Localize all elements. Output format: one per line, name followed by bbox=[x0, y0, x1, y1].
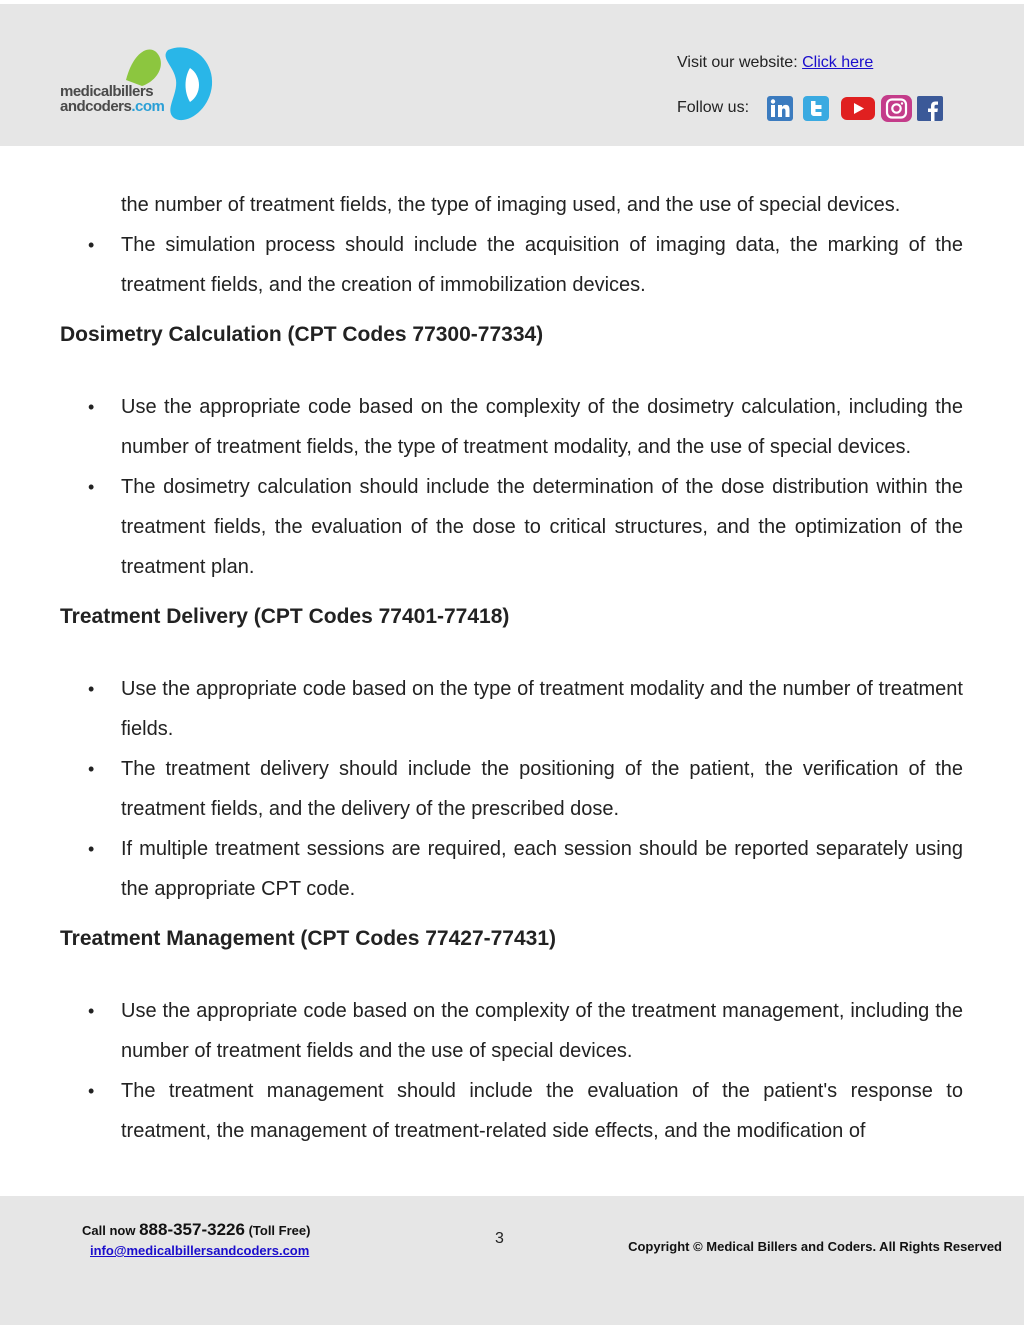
visit-label: Visit our website: bbox=[677, 54, 798, 71]
section-heading-treatment-delivery: Treatment Delivery (CPT Codes 77401-77418) bbox=[60, 605, 510, 628]
section-heading-treatment-management: Treatment Management (CPT Codes 77427-77431) bbox=[60, 927, 557, 950]
list-item: • The simulation process should include the acquisition of imaging data, the marking of the treatment fields, and the creation of immobilization devices. bbox=[60, 225, 963, 305]
copyright-text: Copyright © Medical Billers and Coders. All Rights Reserved bbox=[628, 1239, 1002, 1254]
document-body bbox=[60, 185, 963, 1151]
treatment-management-bullet-list bbox=[60, 991, 963, 1151]
toll-free-label: (Toll Free) bbox=[248, 1223, 311, 1238]
section-heading-dosimetry: Dosimetry Calculation (CPT Codes 77300-77334) bbox=[60, 323, 544, 346]
page-number: 3 bbox=[495, 1230, 504, 1247]
company-logo[interactable] bbox=[56, 40, 226, 130]
list-item: • Use the appropriate code based on the complexity of the dosimetry calculation, including the number of treatment fields, the type of treatment modality, and the use of special devices. bbox=[60, 387, 963, 467]
list-item: • The treatment management should include the evaluation of the patient's response to treatment, the management of treatment-related side effects, and the modification of bbox=[60, 1071, 963, 1151]
call-prefix: Call now bbox=[82, 1223, 136, 1238]
email-link[interactable]: info@medicalbillersandcoders.com bbox=[90, 1243, 310, 1258]
list-item: • The dosimetry calculation should include the determination of the dose distribution within the treatment fields, the evaluation of the dose to critical structures, and the optimization of the treatment plan. bbox=[60, 467, 963, 587]
logo-line-2 bbox=[60, 99, 164, 114]
list-item: • The treatment delivery should include the positioning of the patient, the verification of the treatment fields, and the delivery of the prescribed dose. bbox=[60, 749, 963, 829]
visit-website bbox=[677, 54, 873, 72]
logo-line-2-domain: .com bbox=[131, 98, 165, 115]
follow-label: Follow us: bbox=[677, 99, 750, 116]
instagram-icon[interactable] bbox=[881, 95, 912, 122]
logo-wordmark bbox=[60, 84, 164, 114]
logo-line-2-main: andcoders bbox=[60, 98, 132, 115]
logo-line-1: medicalbillers bbox=[60, 83, 154, 100]
dosimetry-bullet-list bbox=[60, 387, 963, 587]
website-link[interactable]: Click here bbox=[802, 54, 874, 71]
list-item: • If multiple treatment sessions are required, each session should be reported separately using the appropriate CPT code. bbox=[60, 829, 963, 909]
facebook-icon[interactable] bbox=[917, 96, 943, 121]
page-header bbox=[0, 4, 1024, 146]
linkedin-icon[interactable] bbox=[767, 96, 793, 121]
intro-bullet-list bbox=[60, 225, 963, 305]
youtube-icon[interactable] bbox=[840, 96, 876, 121]
page-footer bbox=[0, 1196, 1024, 1325]
phone-number[interactable]: 888-357-3226 bbox=[139, 1220, 245, 1239]
twitter-icon[interactable] bbox=[803, 96, 829, 121]
continuation-text: the number of treatment fields, the type of imaging used, and the use of special devices. bbox=[121, 194, 901, 216]
call-now bbox=[82, 1220, 310, 1240]
treatment-delivery-bullet-list bbox=[60, 669, 963, 909]
list-item: • Use the appropriate code based on the type of treatment modality and the number of treatment fields. bbox=[60, 669, 963, 749]
list-item: • Use the appropriate code based on the complexity of the treatment management, including the number of treatment fields and the use of special devices. bbox=[60, 991, 963, 1071]
